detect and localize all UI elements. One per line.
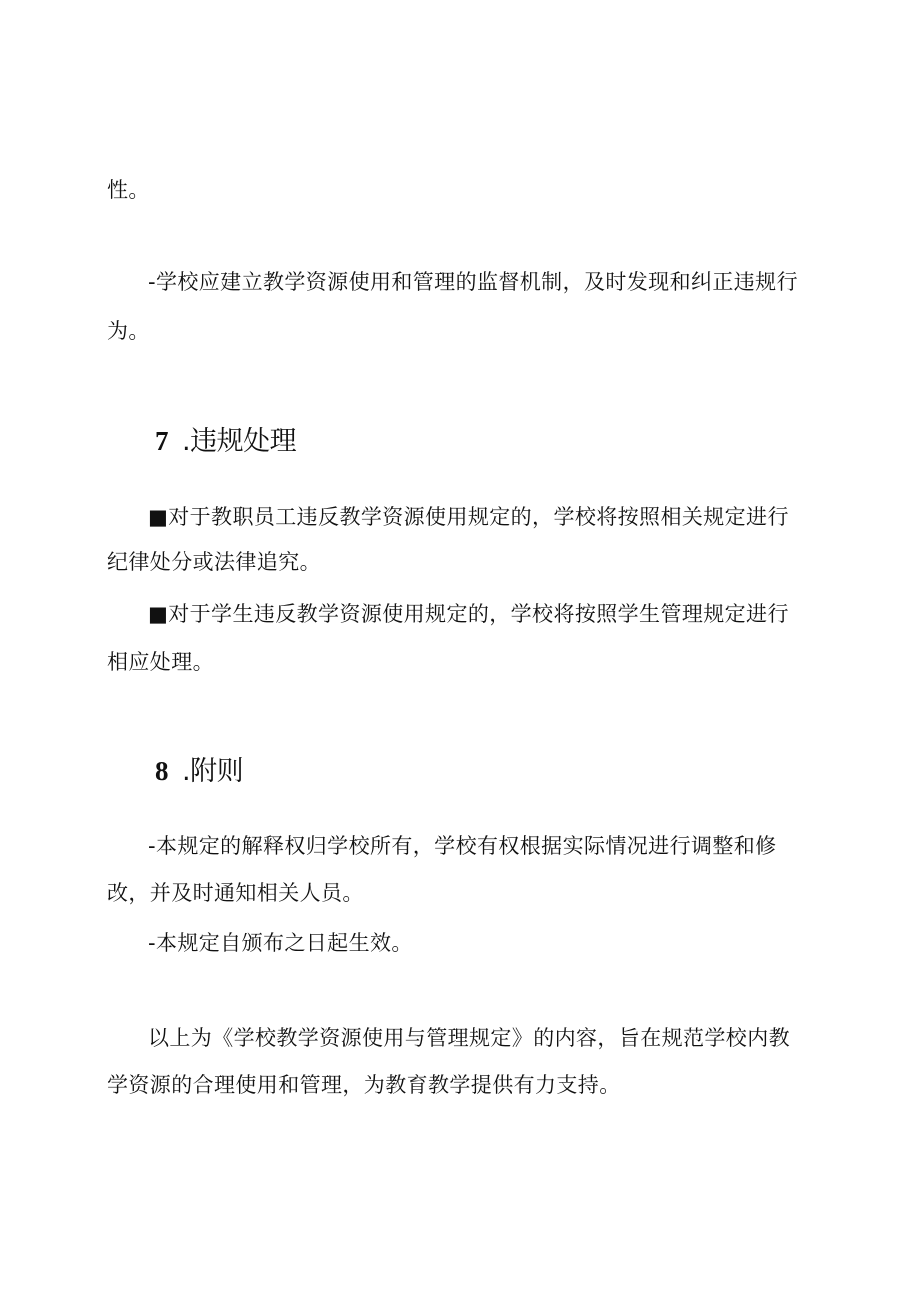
paragraph-student-violation-line1: ■对于学生违反教学资源使用规定的，学校将按照学生管理规定进行 xyxy=(148,602,789,626)
paragraph-summary-line2: 学资源的合理使用和管理，为教育教学提供有力支持。 xyxy=(107,1073,621,1097)
section-title-8: .附则 xyxy=(182,756,244,787)
paragraph-student-violation-line2: 相应处理。 xyxy=(107,650,214,674)
paragraph-staff-violation-line2: 纪律处分或法律追究。 xyxy=(107,550,321,574)
paragraph-supervision-line1: -学校应建立教学资源使用和管理的监督机制，及时发现和纠正违规行 xyxy=(148,270,798,294)
paragraph-staff-violation-line1: ■对于教职员工违反教学资源使用规定的，学校将按照相关规定进行 xyxy=(148,505,789,529)
section-heading-7 xyxy=(155,424,296,459)
section-heading-8 xyxy=(155,754,243,789)
paragraph-interpretation-line1: -本规定的解释权归学校所有，学校有权根据实际情况进行调整和修 xyxy=(148,834,777,858)
section-title-7: .违规处理 xyxy=(182,426,297,457)
paragraph-continuation: 性。 xyxy=(107,178,150,202)
paragraph-summary-line1: 以上为《学校教学资源使用与管理规定》的内容，旨在规范学校内教 xyxy=(148,1026,790,1050)
paragraph-effective-date: -本规定自颁布之日起生效。 xyxy=(148,931,413,955)
paragraph-supervision-line2: 为。 xyxy=(107,319,150,343)
section-number-8: 8 xyxy=(155,756,168,786)
paragraph-interpretation-line2: 改，并及时通知相关人员。 xyxy=(107,881,364,905)
section-number-7: 7 xyxy=(155,426,168,456)
